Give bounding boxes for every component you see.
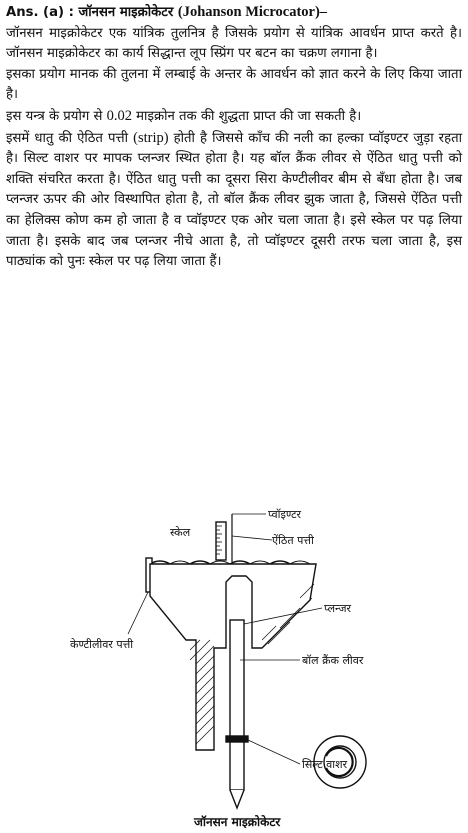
label-bell-crank-lever: बॉल क्रैंक लीवर [302,654,364,667]
accuracy-after: माइक्रोन तक की शुद्धता प्राप्त की जा सकती है। [131,108,362,124]
label-plunger: प्लन्जर [324,602,351,615]
paragraph-use: इसका प्रयोग मानक की तुलना में लम्बाई के अन्तर के आवर्धन को ज्ञात करने के लिए किया जाता है। [6,66,462,103]
strip-term: (strip) [133,129,169,146]
answer-label: Ans. (a) : [6,5,79,20]
heading-hindi: जॉनसन माइक्रोकेटर [78,5,178,20]
strip-after: होती है जिससे काँच की नली का हल्का प्वॉइण्टर जुड़ा रहता है। सिल्ट वाशर पर मापक प्लन्जर स्थित होता है। यह बॉल क्रैंक लीवर से ऐंठित धातु पत्ती को शक्ति संचरित करता है। ऐंठित धातु पत्ती का दूसरा सिरा केण्टीलीवर बीम से बँधा होता है। जब प्लन्जर ऊपर की ओर विस्थापित होता है, तो बॉल क्रैंक लीवर झुक जाता है, जिससे ऐंठित पत्ती का हेलिक्स कोण कम हो जाता है व प्वॉइण्टर एक ओर चला जाता है। इसे स्केल पर पढ़ लिया जाता है। इसके बाद जब प्लन्जर नीचे आता है, तो प्वॉइण्टर दूसरी तरफ चला जाता है, इस पाठ्यांक को पुनः स्केल पर पढ़ लिया जाता हैं। [6,130,462,270]
label-cantilever-strip: केण्टीलीवर पत्ती [70,638,134,651]
accuracy-before: इस यन्त्र के प्रयोग से [6,108,107,124]
label-scale: स्केल [170,526,191,539]
answer-heading [6,2,462,24]
heading-latin: (Johanson Microcator)– [177,4,328,20]
label-pointer: प्वॉइण्टर [268,508,302,521]
figure-caption: जॉनसन माइक्रोकेटर [194,815,281,829]
answer-text [6,2,462,273]
strip-before: इसमें धातु की ऐठित पत्ती [6,130,134,146]
slit-washer [226,736,248,742]
paragraph-working [6,128,462,273]
accuracy-value: 0.02 [106,107,132,124]
microcator-diagram [0,500,468,833]
label-twisted-strip: ऐंठित पत्ती [272,534,314,547]
plunger [230,620,244,790]
plunger-tip [230,790,244,808]
label-slit-washer: सिल्ट वाशर [302,758,348,771]
paragraph-accuracy [6,106,462,128]
paragraph-principle: जॉनसन माइक्रोकेटर एक यांत्रिक तुलनित्र है जिसके प्रयोग से यांत्रिक आवर्धन प्राप्त करते है। जॉनसन माइक्रोकेटर का कार्य सिद्धान्त लूप स्प्रिंग पर बटन का चक्रण लगाना है। [6,25,462,62]
